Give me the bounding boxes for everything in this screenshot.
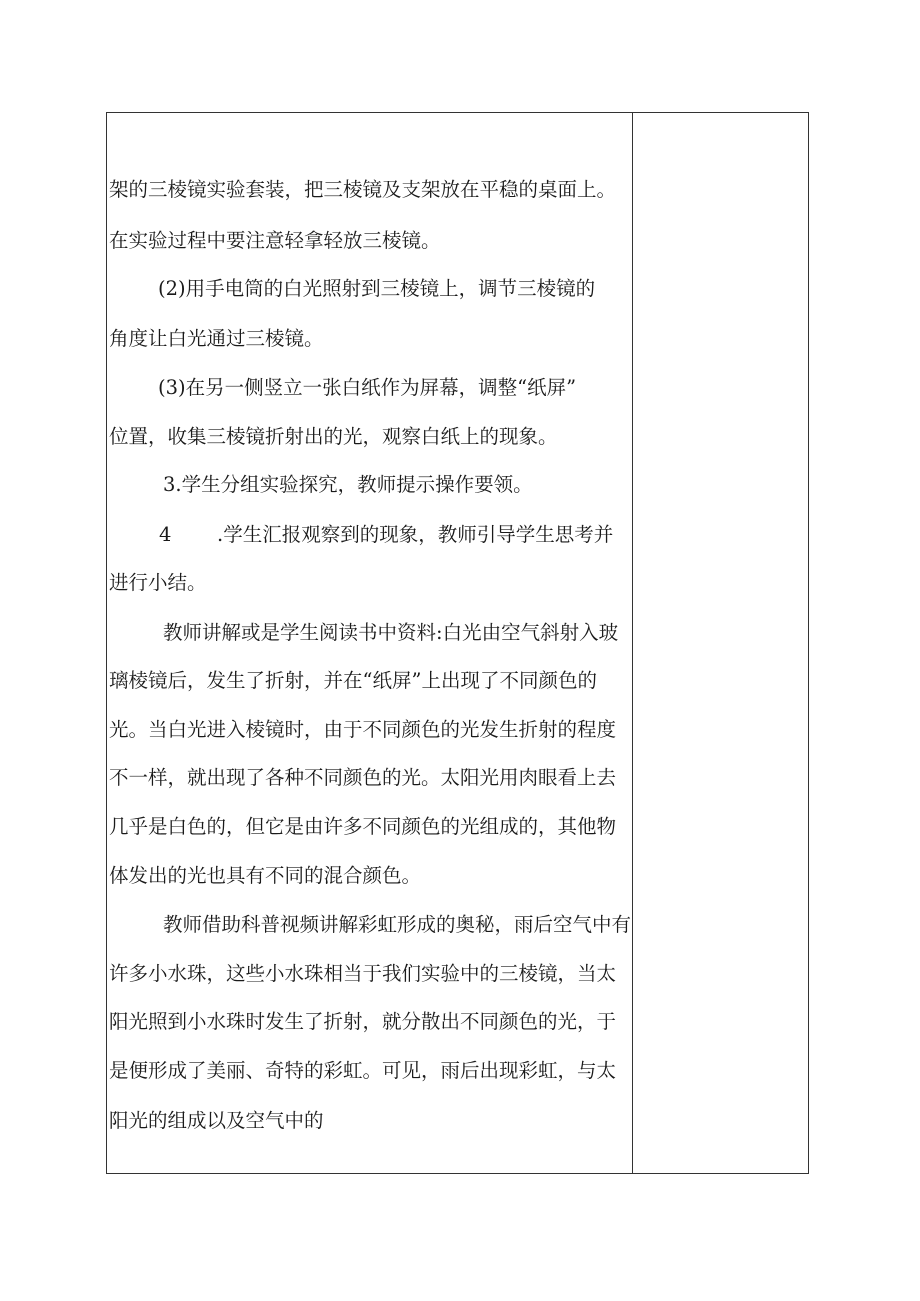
text-line: 角度让白光通过三棱镜。 <box>109 327 324 350</box>
text-line: 几乎是白色的，但它是由许多不同颜色的光组成的，其他物 <box>109 815 617 838</box>
text-line: 架的三棱镜实验套装，把三棱镜及支架放在平稳的桌面上。 <box>109 178 617 201</box>
text-line: 阳光的组成以及空气中的 <box>109 1109 324 1132</box>
lesson-table <box>106 112 809 1174</box>
side-notes-cell <box>634 113 808 1173</box>
column-divider <box>632 113 633 1173</box>
list-number: 4 <box>159 523 172 546</box>
text-line: (2)用手电筒的白光照射到三棱镜上，调节三棱镜的 <box>158 277 596 300</box>
text-line: 进行小结。 <box>109 571 207 594</box>
text-line: 不一样，就出现了各种不同颜色的光。太阳光用肉眼看上去 <box>109 766 617 789</box>
text-line: 在实验过程中要注意轻拿轻放三棱镜。 <box>109 229 441 252</box>
text-line: 位置，收集三棱镜折射出的光，观察白纸上的现象。 <box>109 425 558 448</box>
text-line: 体发出的光也具有不同的混合颜色。 <box>109 864 422 887</box>
text-line: 光。当白光进入棱镜时，由于不同颜色的光发生折射的程度 <box>109 718 617 741</box>
text-line: 阳光照到小水珠时发生了折射，就分散出不同颜色的光，于 <box>109 1010 617 1033</box>
text-line: 3.学生分组实验探究，教师提示操作要领。 <box>163 473 533 496</box>
text-line: 教师讲解或是学生阅读书中资料:白光由空气斜射入玻 <box>163 621 619 644</box>
text-line: (3)在另一侧竖立一张白纸作为屏幕，调整“纸屏” <box>158 376 577 399</box>
main-content-cell <box>107 113 632 1173</box>
text-line: .学生汇报观察到的现象，教师引导学生思考并 <box>217 523 614 546</box>
text-line: 璃棱镜后，发生了折射，并在“纸屏”上出现了不同颜色的 <box>109 669 597 692</box>
text-line: 许多小水珠，这些小水珠相当于我们实验中的三棱镜，当太 <box>109 962 617 985</box>
text-line: 教师借助科普视频讲解彩虹形成的奥秘，雨后空气中有 <box>163 913 632 936</box>
text-line: 是便形成了美丽、奇特的彩虹。可见，雨后出现彩虹，与太 <box>109 1059 617 1082</box>
